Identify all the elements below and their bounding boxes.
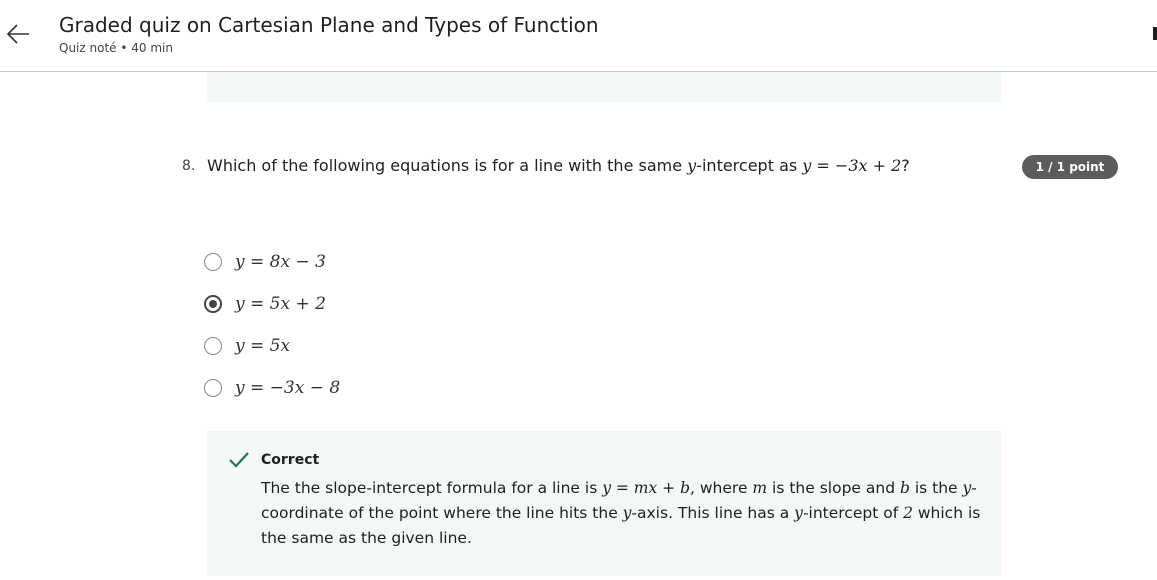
answer-option[interactable] <box>204 289 326 319</box>
option-label: y = 8x − 3 <box>235 252 326 272</box>
answer-option[interactable] <box>204 331 290 361</box>
question-number: 8. <box>182 158 196 174</box>
answer-option[interactable] <box>204 373 340 403</box>
radio-button[interactable] <box>204 337 222 355</box>
radio-button[interactable] <box>204 379 222 397</box>
checkmark-icon <box>228 449 250 471</box>
feedback-explanation: The the slope-intercept formula for a line is y = mx + b, where m is the slope and b is the y-coordinate of the point where the line hits the y-axis. This line has a y-intercept of 2 which is the same as the given line. <box>261 479 981 547</box>
quiz-subtitle: Quiz noté • 40 min <box>59 41 173 55</box>
radio-button-selected[interactable] <box>204 295 222 313</box>
quiz-title: Graded quiz on Cartesian Plane and Types of Function <box>59 13 599 37</box>
feedback-box <box>207 431 1001 576</box>
quiz-header <box>0 0 1157 72</box>
option-label: y = 5x <box>235 336 291 356</box>
option-label: y = −3x − 8 <box>235 378 341 398</box>
question-equation: y = −3x + 2 <box>802 156 902 175</box>
feedback-status: Correct <box>261 452 320 468</box>
answer-option[interactable] <box>204 247 326 277</box>
question-text: Which of the following equations is for a line with the same y-intercept as y = −3x + 2? <box>207 156 910 175</box>
truncated-toolbar-item <box>1153 27 1157 40</box>
radio-button[interactable] <box>204 253 222 271</box>
points-badge: 1 / 1 point <box>1022 155 1118 179</box>
arrow-left-icon <box>5 23 31 45</box>
option-label: y = 5x + 2 <box>235 294 326 314</box>
back-button[interactable] <box>0 16 36 52</box>
